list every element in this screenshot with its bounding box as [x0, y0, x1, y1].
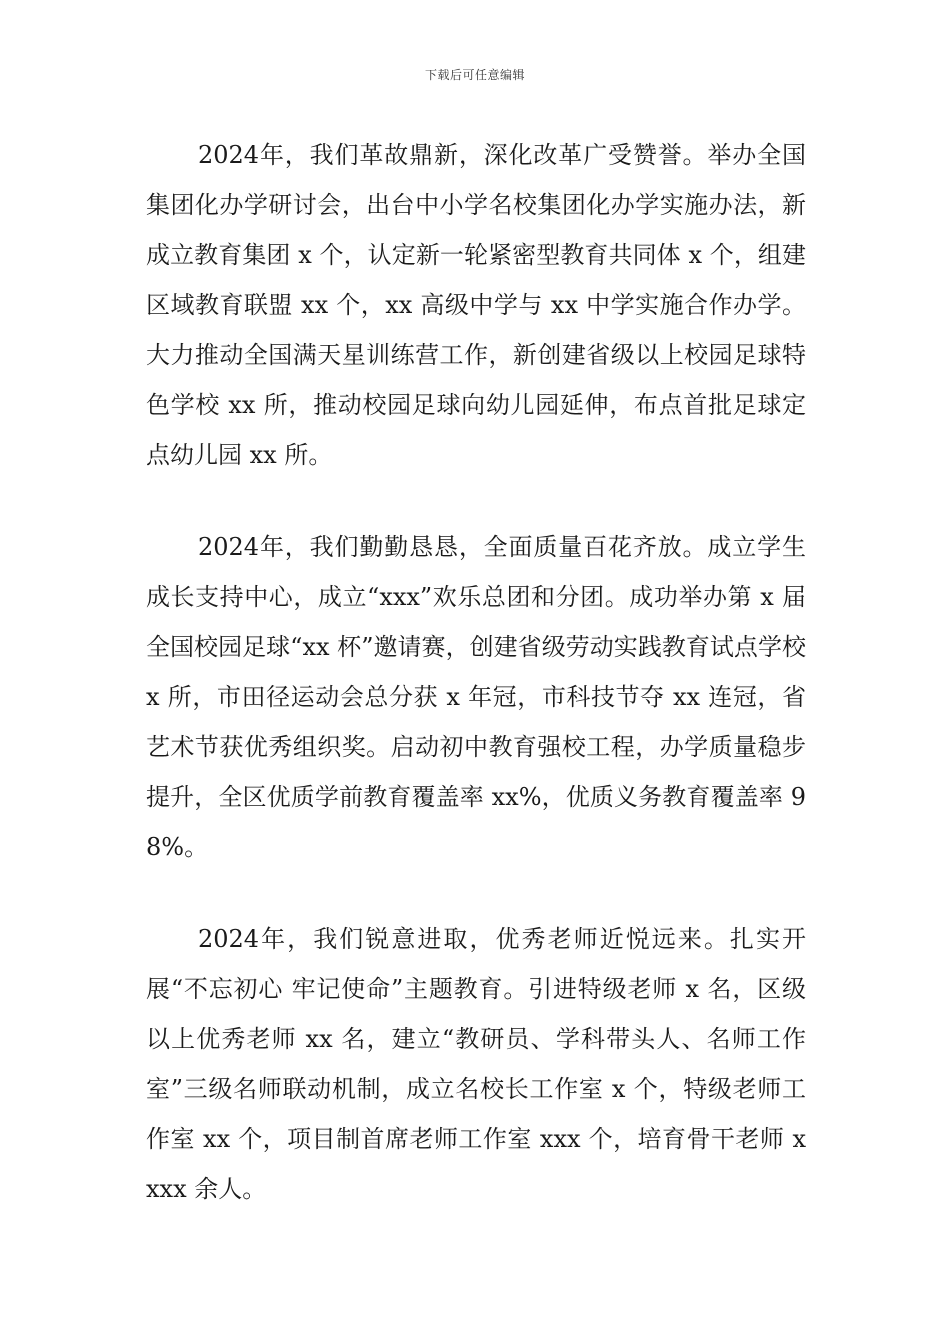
paragraph-reform: 2024年，我们革故鼎新，深化改革广受赞誉。举办全国集团化办学研讨会，出台中小学名校集团化办学实施办法，新成立教育集团 x 个，认定新一轮紧密型教育共同体 x 个，组建区域教育联盟 xx 个，xx 高级中学与 xx 中学实施合作办学。大力推动全国满天星训练营工作，新创建省级以上校园足球特色学校 xx 所，推动校园足球向幼儿园延伸，布点首批足球定点幼儿园 xx 所。	[146, 141, 806, 469]
paragraph-quality: 2024年，我们勤勤恳恳，全面质量百花齐放。成立学生成长支持中心，成立“xxx”欢乐总团和分团。成功举办第 x 届全国校园足球“xx 杯”邀请赛，创建省级劳动实践教育试点学校 x 所，市田径运动会总分获 x 年冠，市科技节夺 xx 连冠，省艺术节获优秀组织奖。启动初中教育强校工程，办学质量稳步提升，全区优质学前教育覆盖率 xx%，优质义务教育覆盖率 98%。	[146, 533, 806, 861]
paragraph-teachers: 2024年，我们锐意进取，优秀老师近悦远来。扎实开展“不忘初心 牢记使命”主题教育。引进特级老师 x 名，区级以上优秀老师 xx 名，建立“教研员、学科带头人、名师工作室”三级名师联动机制，成立名校长工作室 x 个，特级老师工作室 xx 个，项目制首席老师工作室 xxx 个，培育骨干老师 xxxx 余人。	[146, 925, 806, 1203]
page-header: 下载后可任意编辑	[424, 68, 525, 82]
